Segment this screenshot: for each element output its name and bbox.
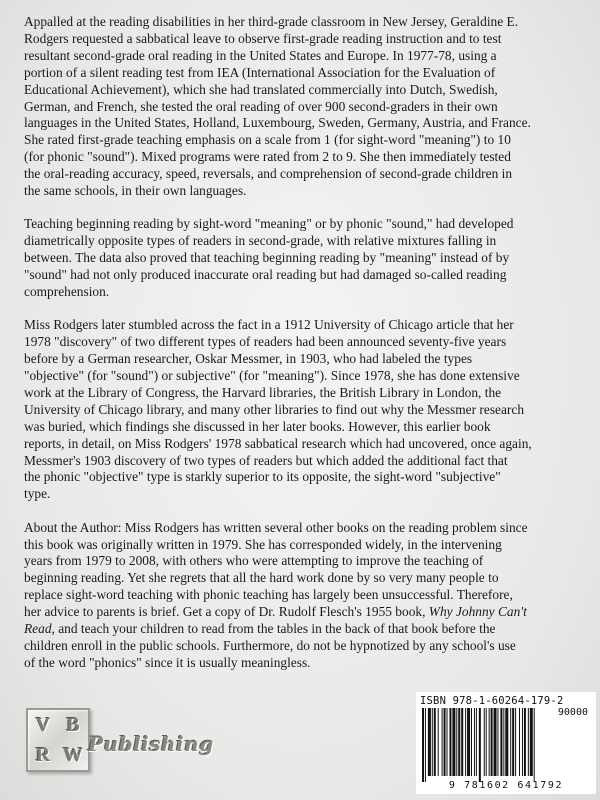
text-line: Miss Rodgers later stumbled across the fact in a 1912 University of Chicago article that her: [24, 317, 514, 333]
about-after-title: , and teach your children to read from the tables in the back of that book before the: [51, 621, 496, 637]
publisher-logo: [26, 708, 214, 774]
about-line: beginning reading. Yet she regrets that all the hard work done by so very many people to: [24, 570, 499, 586]
logo-letter: W: [63, 743, 83, 766]
text-line: (for phonic "sound"). Mixed programs were rated from 2 to 9. She then immediately tested: [24, 149, 511, 165]
about-line: replace sight-word teaching with phonic teaching has largely been unsuccessful. Therefore,: [24, 587, 513, 603]
about-line: of the word "phonics" since it is usually meaningless.: [24, 654, 311, 670]
text-line: German, and French, she tested the oral reading of over 900 second-graders in their own: [24, 98, 498, 114]
barcode-digits: 9 781602 641792: [448, 780, 564, 791]
about-the-author-paragraph: [24, 520, 580, 672]
isbn-barcode: [416, 692, 596, 794]
text-line: the oral-reading accuracy, speed, reversals, and comprehension of second-grade children in: [24, 166, 513, 182]
text-line: Messmer's 1903 discovery of two types of readers but which added the additional fact that: [24, 452, 508, 468]
text-line: Appalled at the reading disabilities in her third-grade classroom in New Jersey, Geraldine E.: [24, 14, 519, 29]
text-line: before by a German researcher, Oskar Messmer, in 1903, who had labeled the types: [24, 351, 473, 367]
text-line: Educational Achievement), which she had translated commercially into Dutch, Swedish,: [24, 81, 498, 97]
text-line: 1978 "discovery" of two different types of readers had been announced seventy-five years: [24, 334, 507, 350]
logo-letter: V: [35, 713, 51, 736]
price-code: 90000: [557, 707, 588, 718]
book-title-italic: Why Johnny Can't: [428, 604, 527, 620]
text-line: "objective" (for "sound") or subjective" (for "meaning"). Since 1978, she has done extensive: [24, 368, 520, 383]
text-line: languages in the United States, Holland, Luxembourg, Sweden, Germany, Austria, and France.: [24, 115, 531, 131]
text-line: Teaching beginning reading by sight-word "meaning" or by phonic "sound," had developed: [24, 216, 514, 232]
barcode-bars-icon: [418, 708, 594, 782]
text-line: "sound" had not only produced inaccurate oral reading but had damaged so-called reading: [24, 267, 507, 283]
text-line: type.: [24, 486, 51, 502]
text-line: resultant second-grade oral reading in the United States and Europe. In 1977-78, using a: [24, 47, 497, 63]
text-line: She rated first-grade teaching emphasis on a scale from 1 (for sight-word "meaning") to 10: [24, 132, 511, 148]
text-line: Rodgers requested a sabbatical leave to observe first-grade reading instruction and to test: [24, 30, 502, 46]
text-line: reports, in detail, on Miss Rodgers' 1978 sabbatical research which had uncovered, once again,: [24, 435, 532, 451]
text-line: the phonic "objective" type is starkly superior to its opposite, the sight-word "subjective": [24, 469, 501, 485]
about-line: About the Author: Miss Rodgers has written several other books on the reading problem since: [24, 519, 528, 535]
isbn-label: ISBN 978-1-60264-179-2: [420, 695, 564, 707]
text-line: University of Chicago library, and many other libraries to find out why the Messmer research: [24, 401, 525, 417]
text-line: portion of a silent reading test from IEA (International Association for the Evaluation of: [24, 64, 496, 80]
publisher-emblem-icon: [26, 708, 90, 772]
text-line: comprehension.: [24, 283, 110, 299]
book-title-italic-cont: Read: [24, 621, 52, 637]
text-line: between. The data also proved that teaching beginning reading by "meaning" instead of by: [24, 250, 510, 266]
publisher-wordmark: Publishing: [88, 732, 214, 756]
paragraph-3: [24, 317, 580, 503]
about-line: years from 1979 to 2008, with others who were attempting to improve the teaching of: [24, 553, 484, 569]
logo-letter: B: [66, 713, 80, 736]
about-line: this book was originally written in 1979. She has corresponded widely, in the intervening: [24, 536, 502, 552]
about-line: children enroll in the public schools. Furthermore, do not be hypnotized by any school's use: [24, 637, 516, 653]
paragraph-1: [24, 14, 580, 200]
text-line: the same schools, in their own languages.: [24, 183, 247, 199]
back-cover-text: [24, 14, 580, 672]
paragraph-2: [24, 216, 580, 301]
text-line: was buried, which findings she discussed in her later books. However, this earlier book: [24, 418, 491, 434]
text-line: diametrically opposite types of readers in second-grade, with relative mixtures falling in: [24, 233, 497, 249]
text-line: work at the Library of Congress, the Harvard libraries, the British Library in London, the: [24, 384, 502, 400]
about-line-6: her advice to parents is brief. Get a copy of Dr. Rudolf Flesch's 1955 book,: [24, 604, 429, 620]
logo-letter: R: [35, 743, 51, 766]
